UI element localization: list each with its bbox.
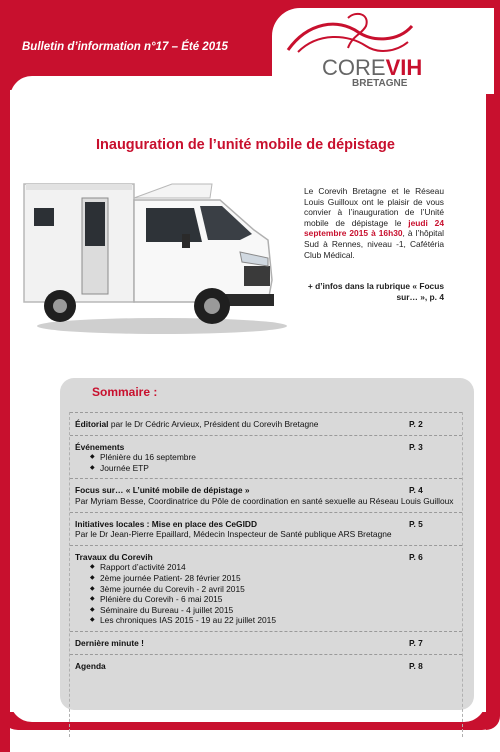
guide-line-right [462, 412, 463, 737]
toc-entry[interactable]: Initiatives locales : Mise en place des CeGIDD Par le Dr Jean-Pierre Epaillard, Médecin Inspecteur de Santé publique ARS Bretagne P. 5 [70, 512, 462, 545]
toc-page-number: P. 8 [409, 660, 423, 671]
toc-subitem: ◆ Rapport d’activité 2014 [90, 562, 462, 573]
summary-title: Sommaire : [92, 385, 158, 399]
right-border [486, 0, 500, 730]
toc-entry[interactable]: Travaux du Corevih ◆ Rapport d’activité 2014 ◆ 2ème journée Patient- 28 février 2015 ◆ 3ème journée du Corevih - 2 avril 2015 ◆ Plénière du Corevih - 6 mai 2015 ◆ Séminaire du Bureau - 4 juillet 2015 ◆ Les chroniques IAS 2015 - 19 au 22 juillet 2015 P. 6 [70, 545, 462, 631]
more-info-note: + d’infos dans la rubrique « Focus sur… », p. 4 [307, 281, 444, 302]
toc-subitem: ◆ Plénière du 16 septembre [90, 452, 462, 463]
event-date: jeudi 24 septembre 2015 à 16h30 [304, 217, 445, 239]
toc-entry[interactable]: Événements ◆ Plénière du 16 septembre ◆ Journée ETP P. 3 [70, 435, 462, 479]
toc-entry[interactable]: Éditorial par le Dr Cédric Arvieux, Président du Corevih Bretagne P. 2 [70, 412, 462, 435]
toc-page-number: P. 2 [409, 419, 423, 429]
bulletin-title: Bulletin d’information n°17 – Été 2015 [22, 41, 228, 53]
headline: Inauguration de l’unité mobile de dépistage [96, 137, 395, 153]
toc-subitem: ◆ Les chroniques IAS 2015 - 19 au 22 juillet 2015 [90, 615, 462, 626]
mobile-unit-van-image [22, 176, 290, 336]
logo-region: BRETAGNE [352, 78, 408, 89]
toc-subitem: ◆ 2ème journée Patient- 28 février 2015 [90, 573, 462, 584]
toc-page-number: P. 7 [409, 637, 423, 648]
toc-entry[interactable]: Agenda P. 8 [70, 654, 462, 677]
toc-page-number: P. 3 [409, 441, 423, 452]
logo-wordmark: COREVIH [322, 55, 423, 80]
toc-subitem: ◆ Plénière du Corevih - 6 mai 2015 [90, 594, 462, 605]
toc-page-number: P. 4 [409, 485, 423, 496]
toc-subitem: ◆ Journée ETP [90, 463, 462, 474]
toc-entry[interactable]: Dernière minute ! P. 7 [70, 631, 462, 654]
toc-subitem: ◆ Séminaire du Bureau - 4 juillet 2015 [90, 605, 462, 616]
toc-subitem: ◆ 3ème journée du Corevih - 2 avril 2015 [90, 584, 462, 595]
intro-paragraph: Le Corevih Bretagne et le Réseau Louis Guilloux ont le plaisir de vous convier à l’inauguration de l’Unité mobile de dépistage le jeudi 24 septembre 2015 à 16h30, à l’hôpital Sud à Rennes, niveau -1, Cafétéria Club Médical. [304, 186, 445, 260]
toc-entry[interactable]: Focus sur… « L’unité mobile de dépistage » Par Myriam Besse, Coordinatrice du Pôle de coordination en santé sexuelle au Réseau Louis Guilloux P. 4 [70, 478, 462, 511]
toc-page-number: P. 5 [409, 518, 423, 529]
table-of-contents [70, 412, 462, 676]
left-border [0, 0, 10, 752]
toc-page-number: P. 6 [409, 551, 423, 562]
